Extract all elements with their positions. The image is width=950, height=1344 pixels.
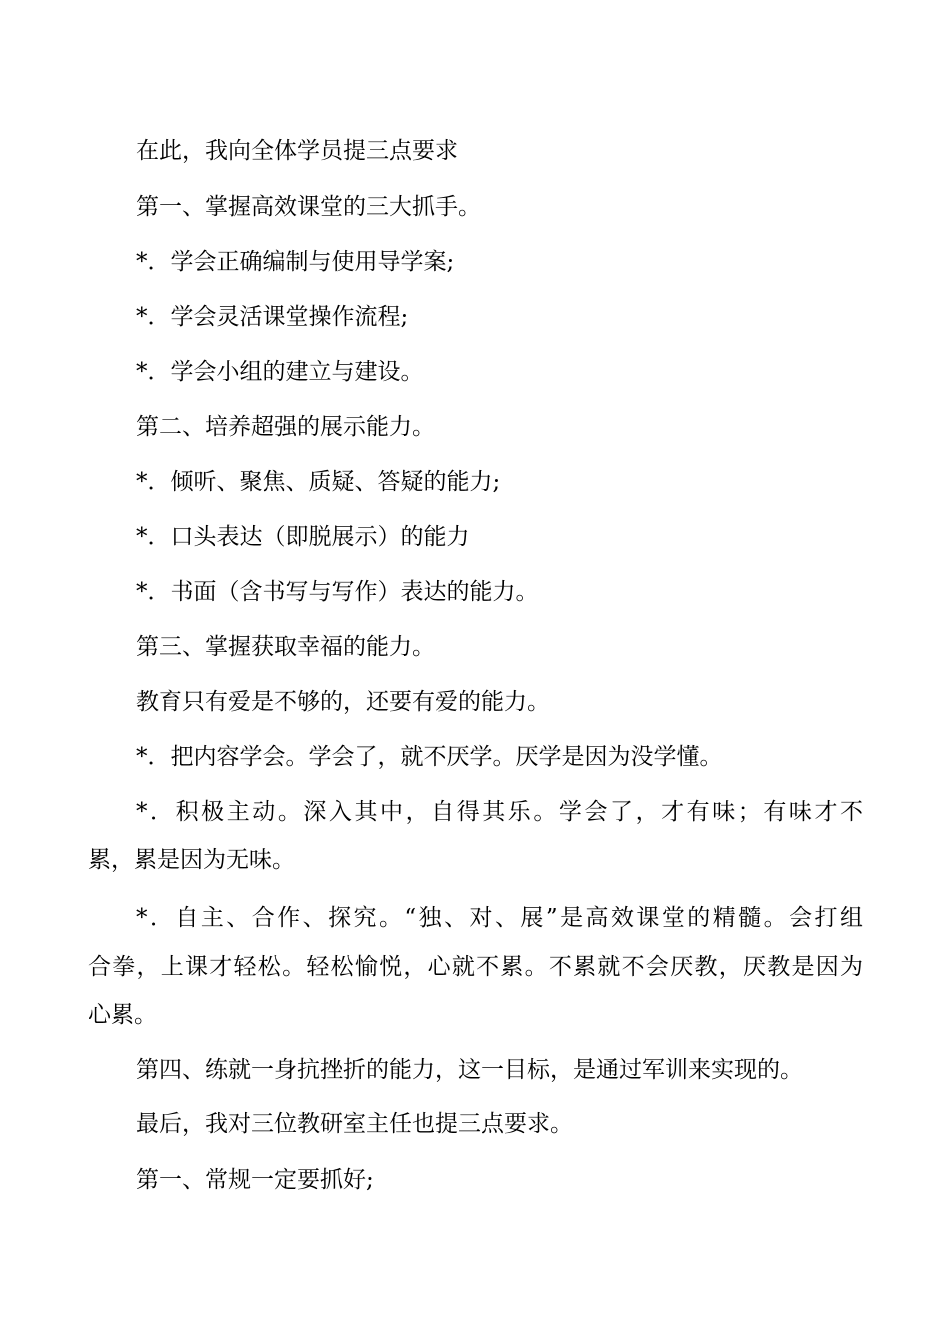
list-item: *．积极主动。深入其中，自得其乐。学会了，才有味；有味才不: [136, 799, 863, 825]
heading-first-requirement: 第一、常规一定要抓好;: [136, 1167, 374, 1193]
list-item-continuation: 合拳，上课才轻松。轻松愉悦，心就不累。不累就不会厌教，厌教是因为: [88, 954, 863, 980]
list-item: *．学会正确编制与使用导学案;: [136, 249, 455, 275]
paragraph-intro: 在此，我向全体学员提三点要求: [136, 138, 458, 164]
list-item: *．学会小组的建立与建设。: [136, 359, 424, 385]
list-item: *．把内容学会。学会了，就不厌学。厌学是因为没学懂。: [136, 744, 723, 770]
list-item: *．学会灵活课堂操作流程;: [136, 304, 409, 330]
heading-second: 第二、培养超强的展示能力。: [136, 414, 435, 440]
paragraph-final: 最后，我对三位教研室主任也提三点要求。: [136, 1111, 573, 1137]
list-item-continuation: 累，累是因为无味。: [88, 847, 295, 873]
list-item: *．自主、合作、探究。“独、对、展”是高效课堂的精髓。会打组: [136, 905, 863, 931]
list-item: *．倾听、聚焦、质疑、答疑的能力;: [136, 469, 501, 495]
list-item: *．书面（含书写与写作）表达的能力。: [136, 579, 539, 605]
list-item-continuation: 心累。: [88, 1002, 157, 1028]
paragraph-love: 教育只有爱是不够的，还要有爱的能力。: [136, 689, 550, 715]
heading-fourth: 第四、练就一身抗挫折的能力，这一目标，是通过军训来实现的。: [136, 1057, 803, 1083]
list-item: *．口头表达（即脱展示）的能力: [136, 524, 470, 550]
heading-third: 第三、掌握获取幸福的能力。: [136, 634, 435, 660]
heading-first: 第一、掌握高效课堂的三大抓手。: [136, 194, 481, 220]
